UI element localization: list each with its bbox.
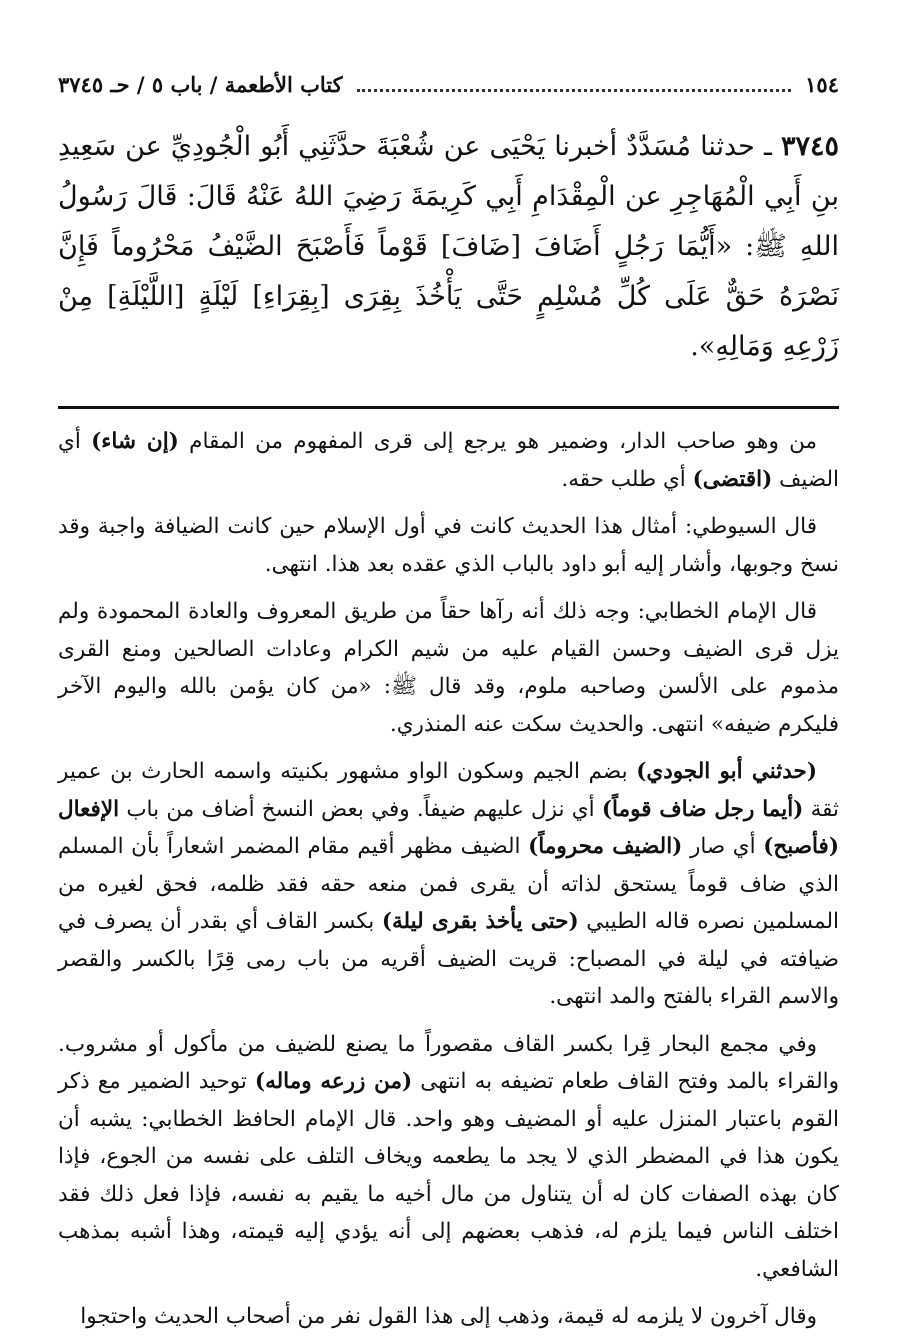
hadith-number: ٣٧٤٥: [780, 131, 839, 162]
commentary-paragraph: (حدثني أبو الجودي) بضم الجيم وسكون الواو مشهور بكنيته واسمه الحارث بن عمير ثقة (أيما رجل ضاف قوماً) أي نزل عليهم ضيفاً. وفي بعض النسخ أضاف من باب الإفعال (فأصبح) أي صار (الضيف محروماً) الضيف مظهر أقيم مقام المضمر اشعاراً بأن المسلم الذي ضاف قوماً يستحق لذاته أن يقرى فمن منعه حقه فقد ظلمه، فحق لغيره من المسلمين نصره قاله الطيبي (حتى يأخذ بقرى ليلة) بكسر القاف أي بقدر أن يصرف في ضيافته في ليلة في المصباح: قريت الضيف أقريه من باب رمى قِرًا بالكسر والقصر والاسم القراء بالفتح والمد انتهى.: [58, 759, 840, 1009]
commentary-block: [58, 423, 839, 1336]
commentary-paragraph: وقال آخرون لا يلزمه له قيمة، وذهب إلى هذا القول نفر من أصحاب الحديث واحتجوا: [80, 1304, 817, 1329]
commentary-paragraph: وفي مجمع البحار قِرا بكسر القاف مقصوراً ما يصنع للضيف من مأكول أو مشروب. والقراء بالمد وفتح القاف طعام تضيفه به انتهى (من زرعه وماله) توحيد الضمير مع ذكر القوم باعتبار المنزل عليه أو المضيف وهو واحد. قال الإمام الحافظ الخطابي: يشبه أن يكون هذا في المضطر الذي لا يجد ما يطعمه ويخاف التلف على نفسه من الجوع، فإذا كان بهذه الصفات كان له أن يتناول من مال أخيه ما يقيم به نفسه، فإذا فعل ذلك فقد اختلف الناس فيما يلزم له، فذهب بعضهم إلى أنه يؤدي إليه قيمته، وهذا أشبه بمذهب الشافعي.: [58, 1031, 840, 1282]
hadith-text-block: [58, 122, 839, 372]
commentary-paragraph: قال الإمام الخطابي: وجه ذلك أنه رآها حقاً من طريق المعروف والعادة المحمودة ولم يزل قرى الضيف وحسن القيام عليه من شيم الكرام وعادات الصالحين ومنع القرى مذموم على الألسن وصاحبه ملوم، وقد قال ﷺ: «من كان يؤمن بالله واليوم الآخر فليكرم ضيفه» انتهى. والحديث سكت عنه المنذري.: [58, 599, 839, 737]
page-number: ١٥٤: [805, 72, 839, 97]
hadith-dash: ـ: [754, 131, 781, 162]
header-dotted-leader: [357, 88, 792, 92]
hadith-body: حدثنا مُسَدَّدٌ أخبرنا يَحْيَى عن شُعْبَةَ حدَّثَنِي أَبُو الْجُودِيِّ عن سَعِيدِ بنِ أَبِي الْمُهَاجِرِ عن الْمِقْدَامِ أَبِي كَرِيمَةَ رَضِيَ اللهُ عَنْهُ قَالَ: قَالَ رَسُولُ اللهِ ﷺ: «أَيُّمَا رَجُلٍ أَضَافَ [ضَافَ] قَوْماً فَأَصْبَحَ الضَّيْفُ مَحْرُوماً فَإِنَّ نَصْرَهُ حَقٌّ عَلَى كُلِّ مُسْلِمٍ حَتَّى يَأْخُذَ بِقِرَى [بِقِرَاءِ] لَيْلَةٍ [اللَّيْلَةِ] مِنْ زَرْعِهِ وَمَالِهِ».: [58, 131, 839, 362]
running-header: [58, 72, 839, 108]
commentary-paragraph: من وهو صاحب الدار، وضمير هو يرجع إلى قرى المفهوم من المقام (إن شاء) أي الضيف (اقتضى) أي طلب حقه.: [58, 429, 839, 492]
running-title: كتاب الأطعمة / باب ٥ / حـ ٣٧٤٥: [58, 72, 343, 97]
footnote-separator-rule: [58, 406, 839, 409]
commentary-paragraph: قال السيوطي: أمثال هذا الحديث كانت في أول الإسلام حين كانت الضيافة واجبة وقد نسخ وجوبها، وأشار إليه أبو داود بالباب الذي عقده بعد هذا. انتهى.: [58, 514, 839, 577]
